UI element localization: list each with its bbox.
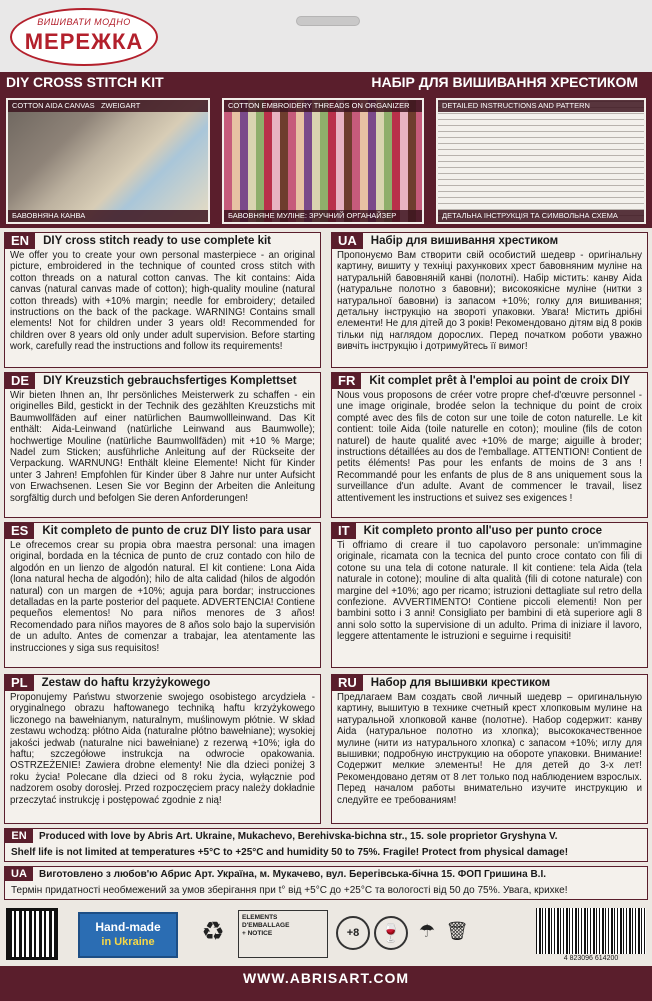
age-icon: +8 xyxy=(336,916,370,950)
footer-en-producer: Produced with love by Abris Art. Ukraine, Mukachevo, Berehivska-bichna str., 15. sole proprietor Gryshyna V. xyxy=(39,831,558,842)
section-title: Набір для вишивання хрестиком xyxy=(370,235,559,247)
handmade-badge xyxy=(78,912,178,958)
section-title: DIY Kreuzstich gebrauchsfertiges Komplettset xyxy=(43,375,297,387)
section-body: We offer you to create your own personal masterpiece - an original picture, embroidered in the technique of counted cross stitch with cotton threads on a natural cotton canvas. The kit contains: Aida canvas (natural canvas made of cotton); high-quality mouline (natural cotton threads) with +10% margin; needle for embroidery; detailed instructions on the back of the package. WARNING! Contains small elements! Not for children under 3 years old! Recommended for children over 8 years old only under adult supervision. Before starting work, carefully read the instructions and follow its requirements! xyxy=(10,250,315,353)
footer-ua-tag: UA xyxy=(5,867,33,881)
photo-threads-caption-ua: БАВОВНЯНЕ МУЛІНЕ: ЗРУЧНИЙ ОРГАНАЙЗЕР xyxy=(224,210,422,222)
lang-tag: DE xyxy=(5,373,35,389)
footer-ua xyxy=(4,866,648,900)
section-de xyxy=(4,372,321,518)
footer-ua-shelf: Термін придатності необмежений за умов зберігання при t° від +5°C до +25°C та вологості від 50 до 75%. Увага, крихке! xyxy=(11,885,568,896)
triman-badge xyxy=(238,910,328,958)
title-bar xyxy=(0,72,652,92)
lang-tag: RU xyxy=(332,675,363,691)
section-en xyxy=(4,232,321,368)
photo-canvas-caption-ua: БАВОВНЯНА КАНВА xyxy=(8,210,208,222)
photo-threads xyxy=(222,98,424,224)
lang-tag: IT xyxy=(332,523,356,539)
section-ua xyxy=(331,232,648,368)
section-body: Предлагаем Вам создать свой личный шедевр – оригинальную картину, вышитую в технике счетный крест хлопковым мулине на натуральной хлопковой канве (полотне). Набор содержит: канву Aida (натуральное полотно из хлопка); высококачественное мулине (нити из натурального хлопка) с запасом +10%; иглу для вышивки; подробную инструкцию на обороте упаковки. Внимание! Содержит мелкие элементы! Не для детей до 3-х лет! Рекомендовано детям от 8 лет только под наблюдением взрослых. Перед началом работы внимательно изучите инструкцию и следуйте ее требованиям! xyxy=(337,692,642,806)
photo-pattern-caption-ua: ДЕТАЛЬНА ІНСТРУКЦІЯ ТА СИМВОЛЬНА СХЕМА xyxy=(438,210,644,222)
brand-logo xyxy=(10,8,158,66)
photo-strip xyxy=(0,92,652,228)
footer-en-shelf: Shelf life is not limited at temperatures +5°C to +25°C and humidity 50 to 75%. Fragile! Protect from physical damage! xyxy=(11,847,569,858)
handmade-label: Hand-made xyxy=(95,920,161,934)
section-body: Wir bieten Ihnen an, Ihr persönliches Meisterwerk zu schaffen - ein originelles Bild, gestickt in der Technik des gezählten Kreuzstichs mit Baumwollfäden auf einer natürlichen Baumwollleinwand. Das Kit enthält: Aida-Leinwand (natürliche Leinwand aus Baumwolle); hochwertige Mouline (natürliche Baumwollfäden) mit +10 % Marge; Nadel zum Sticken; ausführliche Anleitung auf der Rückseite der Verpackung. WARNUNG! Enthält kleine Elemente! Nicht für Kinder unter 3 Jahren! Empfohlen für Kinder über 8 Jahre nur unter Aufsicht von Erwachsenen. Lesen Sie vor Beginn der Arbeiten die Anleitung sorgfältig durch und befolgen Sie deren Anforderungen! xyxy=(10,390,315,504)
footer-en xyxy=(4,828,648,862)
section-title: Kit completo de punto de cruz DIY listo para usar xyxy=(42,525,312,537)
fragile-icon: 🍷 xyxy=(374,916,408,950)
lang-tag: ES xyxy=(5,523,34,539)
footer-ua-producer: Виготовлено з любов'ю Абрис Арт. Україна, м. Мукачево, вул. Берегівська-бічна 15. ФОП Гришина В.І. xyxy=(39,869,546,880)
section-body: Le ofrecemos crear su propia obra maestra personal: una imagen original, bordada en la técnica de punto de cruz contado con hilo de algodón en un lienzo de algodón natural. El kit contiene: Lona Aida (lona natural hecha de algodón); hilo de alta calidad (hilos de algodón natural) con un margen de +10%; aguja para bordar; instrucciones detalladas en la parte posterior del paquete. ADVERTENCIA! Contiene pequeños elementos! No para niños menores de 3 años! Recomendado para niños mayores de 8 años solo bajo la supervisión de un adulto. Antes de comenzar a trabajar, lea atentamente las instrucciones y siga sus requisitos! xyxy=(10,540,315,654)
section-ru xyxy=(331,674,648,824)
barcode-number: 4 823096 614200 xyxy=(563,955,619,962)
section-body: Ti offriamo di creare il tuo capolavoro personale: un'immagine originale, ricamata con la tecnica del punto croce contato con fili di cotone su una tela di cotone naturale. Il kit contiene: tela Aida (tela naturale in cotone); mouline di alta qualità (fili di cotone naturale) con margine del +10%; ago per ricamo; istruzioni dettagliate sul retro della confezione. AVVERTIMENTO! Contiene piccoli elementi! Non per bambini sotto i 3 anni! Consigliato per bambini di età superiore agli 8 anni solo sotto la supervisione di un adulto. Prima di iniziare il lavoro, leggere attentamente le istruzioni e seguirne i requisiti! xyxy=(337,540,642,643)
lang-tag: FR xyxy=(332,373,361,389)
photo-threads-caption: COTTON EMBROIDERY THREADS ON ORGANIZER xyxy=(224,100,422,112)
lang-tag: PL xyxy=(5,675,34,691)
hang-hole xyxy=(296,16,360,26)
ukraine-label: in Ukraine xyxy=(101,936,155,948)
brand-slogan: ВИШИВАТИ МОДНО xyxy=(37,17,131,27)
barcode xyxy=(536,908,646,954)
umbrella-icon: ☂ xyxy=(418,921,436,941)
recycle-bin-icon: 🗑 xyxy=(445,921,469,941)
section-it xyxy=(331,522,648,668)
triman-line-3: + NOTICE xyxy=(242,930,273,937)
section-title: Kit complet prêt à l'emploi au point de croix DIY xyxy=(369,375,631,387)
footer-en-tag: EN xyxy=(5,829,33,843)
section-es xyxy=(4,522,321,668)
website-url[interactable]: WWW.ABRISART.COM xyxy=(0,966,652,1001)
brand-name: МЕРЕЖКА xyxy=(24,29,144,54)
triman-line-1: ELEMENTS xyxy=(242,914,278,921)
top-header xyxy=(0,0,652,72)
section-pl xyxy=(4,674,321,824)
lang-tag: UA xyxy=(332,233,363,249)
section-title: Zestaw do haftu krzyżykowego xyxy=(41,677,211,689)
section-body: Proponujemy Państwu stworzenie swojego osobistego arcydzieła - oryginalnego obrazu haftowanego techniką haftu krzyżykowego liczonego na bawełnianym, naturalnym, muślinowym płótnie. W skład zestawu wchodzą: płótno Aida (naturalne płótno bawełniane); wysokiej jakości jedwab (naturalne nici bawełniane) z rezerwą +10%; igła do haftu; szczegółowe instrukcja na odwrocie opakowania. OSTRZEŻENIE! Zawiera drobne elementy! Nie dla dzieci poniżej 3 roku życia! Polecane dla dzieci od 8 roku życia, wyłącznie pod nadzorem osoby dorosłej. Przed rozpoczęciem pracy należy dokładnie przeczytać instrukcję i postępować zgodnie z nią! xyxy=(10,692,315,806)
tidyman-icon: ♻ xyxy=(201,916,225,946)
qr-code xyxy=(6,908,58,960)
photo-canvas xyxy=(6,98,210,224)
photo-pattern xyxy=(436,98,646,224)
title-ua: НАБІР ДЛЯ ВИШИВАННЯ ХРЕСТИКОМ xyxy=(371,74,638,90)
section-title: Набор для вышивки крестиком xyxy=(370,677,551,689)
photo-canvas-caption: COTTON AIDA CANVAS ZWEIGART xyxy=(8,100,208,112)
lang-tag: EN xyxy=(5,233,35,249)
badges-row xyxy=(0,900,652,966)
section-body: Пропонуємо Вам створити свій особистий шедевр - оригінальну картину, вишиту у техніці рахункових хрест бавовняним муліне на натуральній бавовняній канві (полотні). Набір містить: канву Aida (натуральне полотно з бавовни); високоякісне муліне (нитки з натуральної бавовни) із запасом +10%; голку для вишивання; детальну інструкцію на звороті упаковки. Увага! Містить дрібні елементи! Не для дітей до 3 років! Рекомендовано дітям від 8 років тільки під наглядом дорослих. Перед початком роботи уважно вивчіть інструкцію і дотримуйтесь її вимог! xyxy=(337,250,642,353)
section-title: Kit completo pronto all'uso per punto croce xyxy=(363,525,603,537)
section-fr xyxy=(331,372,648,518)
triman-line-2: D'EMBALLAGE xyxy=(242,922,290,929)
section-title: DIY cross stitch ready to use complete kit xyxy=(43,235,272,247)
section-body: Nous vous proposons de créer votre propre chef-d'œuvre personnel - une image originale, brodée selon la technique du point de croix compté avec des fils de coton sur une toile de coton naturelle. Le kit contient: toile Aida (toile naturelle en coton); mouline (fils de coton naturel) de haute qualité avec +10% de marge; aiguille à broder; instructions détaillées au dos de l'emballage. ATTENTION! Contient de petits éléments! Pas pour les enfants de moins de 3 ans ! Recommandé pour les enfants de plus de 8 ans uniquement sous la surveillance d'un adulte. Avant de commencer le travail, lisez attentivement les instructions et suivez ses exigences ! xyxy=(337,390,642,504)
title-en: DIY CROSS STITCH KIT xyxy=(6,74,164,90)
photo-pattern-caption: DETAILED INSTRUCTIONS AND PATTERN xyxy=(438,100,644,112)
